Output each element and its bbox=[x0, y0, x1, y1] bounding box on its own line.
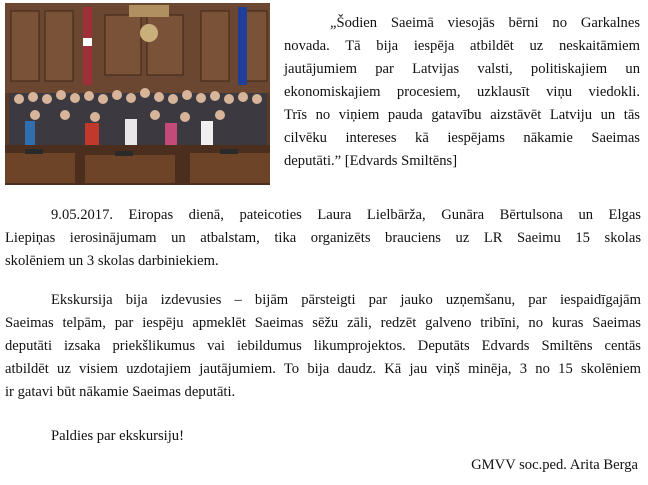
quote-line: novada. Tā bija iespēja atbildēt uz neskaitāmiem bbox=[284, 38, 640, 54]
paragraph-3 bbox=[5, 425, 641, 448]
paragraph-line: Saeimas telpām, par iespēju apmeklēt Saeimas sēžu zāli, redzēt galveno tribīni, no kuras Saeimas bbox=[5, 315, 641, 331]
eu-flag bbox=[238, 7, 247, 85]
group-photo bbox=[5, 3, 270, 185]
quote-line: deputāti.” [Edvards Smiltēns] bbox=[284, 153, 458, 169]
paragraph-line: 9.05.2017. Eiropas dienā, pateicoties Laura Lielbārža, Gunāra Bērtulsona un Elgas bbox=[51, 207, 641, 223]
paragraph-line: Liepiņas ierosinājumam un atbalstam, tika organizēts brauciens uz LR Saeimu 15 skolas bbox=[5, 230, 641, 246]
quote-line: cilvēku intereses kā iespējams nākamie Saeimas bbox=[284, 130, 640, 146]
quote-line: Trīs no viņiem pauda gatavību aizstāvēt Latviju un tās bbox=[284, 107, 640, 123]
quote-line: ekonomiskajiem procesiem, uzklausīt viņu viedokli. bbox=[284, 84, 640, 100]
quote-block bbox=[284, 12, 640, 173]
paragraph-line: ir gatavi būt nākamie Saeimas deputāti. bbox=[5, 384, 236, 400]
quote-line: „Šodien Saeimā viesojās bērni no Garkalnes bbox=[330, 15, 640, 31]
paragraph-line: atbildēt uz visiem uzdotajiem jautājumiem. To bija daudz. Kā jau viņš minēja, 3 no 15 skolēniem bbox=[5, 361, 641, 377]
paragraph-line: skolēniem un 3 skolas darbiniekiem. bbox=[5, 253, 219, 269]
group-of-people bbox=[9, 88, 267, 145]
paragraph-1 bbox=[5, 204, 641, 273]
thanks-text: Paldies par ekskursiju! bbox=[51, 428, 184, 444]
paragraph-line: deputāti izsaka priekšlikumus vai iebildumus likumprojektos. Deputāts Edvards Smiltēns centās bbox=[5, 338, 641, 354]
paragraph-line: Ekskursija bija izdevusies – bijām pārsteigti par jauko uzņemšanu, par iespaidīgajām bbox=[51, 292, 641, 308]
signature: GMVV soc.ped. Arita Berga bbox=[471, 457, 638, 473]
quote-line: jautājumiem par Latvijas valsti, politiskajiem un bbox=[284, 61, 640, 77]
paragraph-2 bbox=[5, 289, 641, 404]
